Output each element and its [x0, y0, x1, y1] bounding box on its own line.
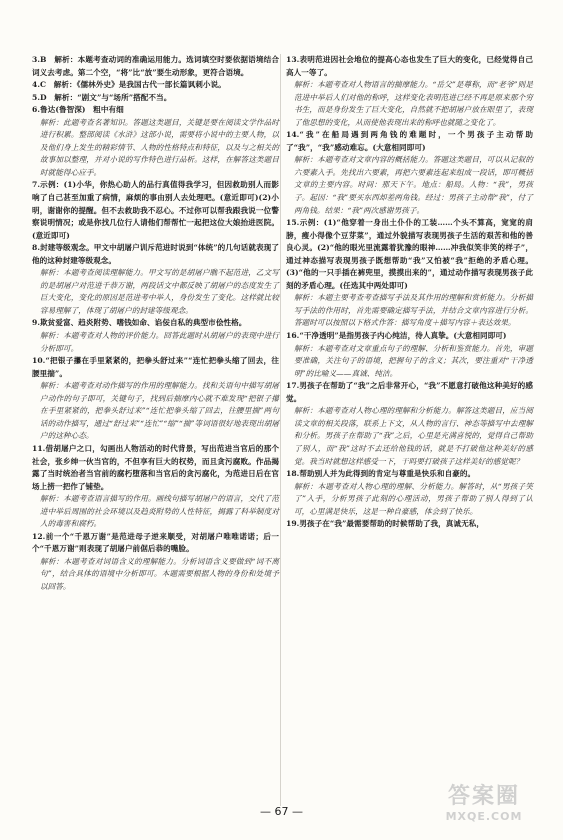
answer-item: 14.“我”在船局遇到两角钱的难题时，一个男孩子主动帮助了“我”，“我”感动难忘。(大意相同即可) — [286, 130, 533, 152]
answer-item: 11.借胡屠户之口，勾画出人物活动的时代背景，写出范进当官后的那个社会，张乡绅一伙当官的，不但享有巨大的权势，而且贪污腐败。作品揭露了当时统治者当官前的腐朽堕落和当官后的贪污腐化，为范进日后在官场上捞一把作了铺垫。 — [32, 443, 279, 491]
analysis-paragraph: 解析：本题考查阅读理解能力。甲文写的是胡屠户瞧不起范进，乙文写的是胡屠户对范进千恭万谢，两段话文中都反映了胡屠户的态度发生了巨大变化，变化的原因是范进考中举人，身份发生了变化。这样就比较容易理解了，体现了胡屠户的封建等级观念。 — [40, 268, 279, 315]
answer-item: 15.示例：(1)“他穿着一身出土仆仆的工装……个头不算高，宽宽的肩膀，瘦小得像个豆芽菜”，通过外貌描写表现男孩子生活的艰苦和他的善良心灵。(2)“他的眼光里流露着犹豫的眼神……冲我似笑非笑的样子”，通过神态描写表现男孩子既想帮助“我”又怕被“我”拒绝的矛盾心理。(3)“他的一只手插在裤兜里，摸摸出来的”，通过动作描写表现男孩子此刻的矛盾心理。(任选其中两处即可) — [286, 218, 533, 290]
page-number: — 67 — — [260, 805, 303, 818]
analysis-paragraph: 解析：本题考查对人物的评价能力。回答此题时从胡屠户的表现中进行分析即可。 — [40, 331, 279, 353]
answer-item: 7.示例：(1)小华，你热心助人的品行真值得我学习，但因救助别人而影响了自己甚至加重了病情，麻烦的事由别人去处理吧。(意近即可)(2)小明，谢谢你的提醒。但不去救助我不忍心。不过你可以帮我跟我说一位警察说明情况；或是你找几位行人请他们帮帮忙一起把这位大娘抬进医院。(意近即可) — [32, 180, 279, 240]
answer-item: 10.“把银子攥在手里紧紧的，把拳头舒过来”“连忙把拳头缩了回去，往腰里揣”。 — [32, 356, 279, 378]
watermark-logo: 答案圈 MXQE.COM — [445, 784, 523, 823]
analysis-paragraph: 解析：本题主要考查考查描写手法及其作用的理解和赏析能力。分析描写手法的作用时，首先需要确定描写手法，并结合文章内容进行分析。答题时可以按照以下格式作答：描写角度＋描写内容＋表达效果。 — [294, 293, 533, 328]
left-column — [32, 54, 279, 594]
analysis-paragraph: 解析：此题考查名著知识。答题这类题目，关键是要在阅读文学作品时进行积累。整部阅读《水浒》这部小说，需要将小说中的主要人物，以及他们身上发生的精彩情节、人物的性格特点和特征，以及与之相关的故事加以整理，并对小说的写作特色进行品析。这样，在解答这类题目时就能得心应手。 — [40, 117, 279, 177]
analysis-paragraph: 解析：本题考查对动作描写的作用的理解能力。找和关语句中描写胡屠户动作的句子即可，关键句子，找到后揣摩内心就不难发现“把银子攥在手里紧紧的，把拳头舒过来”“连忙把拳头缩了回去，往腰里揣”两句话的动作描写，通过“舒过来”“连忙”“缩”“揣”等词语很好地表现出胡屠户的这种心态。 — [40, 381, 279, 441]
analysis-paragraph: 解析：本题考查对人物语言的揣摩能力。“岳父”是尊称，而“老爷”则是范进中举后人们对他的称呼，这样变化表明范进已经不再是原来那个穷书生，而是身份发生了巨大变化，自然就不把胡屠户放在眼里了，表现了他思想的变化，从而使他表现出来的称呼也就随之变化了。 — [294, 80, 533, 127]
answer-item: 3.B 解析：本题考查动词的准确运用能力。选词填空时要依据语境结合词义去考虑。第二个空，“将”比“放”要生动形象，更符合语境。 — [32, 55, 279, 77]
analysis-paragraph: 解析：本题考查语言描写的作用。画线句描写胡屠户的语言，交代了范进中举后周围的社会环境以及趋炎附势的人性特征，揭露了科举制度对人的毒害和腐朽。 — [40, 494, 279, 529]
analysis-paragraph: 解析：本题考查对词语含义的理解能力。分析词语含义要做到“词不离句”，结合具体的语境中分析即可。本题需要根据人物的身份和处境予以回答。 — [40, 556, 279, 591]
answer-item: 16.“干净透明”是指男孩子内心纯洁，待人真挚。(大意相同即可) — [286, 331, 507, 341]
right-column — [286, 54, 533, 531]
answer-item: 6.鲁达(鲁智深) 粗中有细 — [32, 105, 124, 115]
column-divider — [280, 54, 281, 806]
answer-item: 9.欺贫爱富、趋炎附势、嗜钱如命、谄佞自私的典型市侩性格。 — [32, 318, 247, 328]
answer-item: 18.帮助别人并为此得到的肯定与尊重是快乐和自豪的。 — [286, 469, 476, 479]
analysis-paragraph: 解析：本题考查对人物心理的理解和分析能力。解答这类题目，应当阅读文章的相关段落，联系上下文，从人物的言行、神态等描写中去理解和分析。男孩子在帮助了“我”之后，心里是充满喜悦的，觉得自己帮助了别人，而“我”这时不去还给他钱的话，就是不打破他这种美好的感觉。我当时就想这样感受一下，干吗要打破孩子这样美好的感觉呢？ — [294, 406, 533, 466]
answer-item: 17.男孩子在帮助了“我”之后非常开心，“我”不愿意打破他这种美好的感觉。 — [286, 381, 533, 403]
answer-item: 13.表明范进因社会地位的提高心态也发生了巨大的变化，已经觉得自己高人一等了。 — [286, 55, 533, 77]
analysis-paragraph: 解析：本题考查对人物心理的理解、分析能力。解答时，从“男孩子笑了”入手，分析男孩子此刻的心理活动，男孩子帮助了别人得到了认可，心里满是快乐，这是一种自豪感，体会到了快乐。 — [294, 481, 533, 516]
answer-item: 19.男孩子在“我”最需要帮助的时候帮助了我，真诚无私， — [286, 519, 485, 529]
analysis-paragraph: 解析：本题考查对文章重点句子的理解、分析和鉴赏能力。首先，审题要准确，关注句子的语境，把握句子的含义；其次，要注重对“干净透明”的比喻义——真诚、纯洁。 — [294, 343, 533, 378]
answer-item: 8.封建等级观念。甲文中胡屠户训斥范进时说到“体统”的几句话就表现了他的这种封建等级观念。 — [32, 243, 279, 265]
analysis-paragraph: 解析：本题考查对文章内容的概括能力。答题这类题目，可以从记叙的六要素入手。先找出六要素，再把六要素连起来组成一段话，即可概括文章的主要内容。时间：那天下午。地点：船局。人物：“我”，男孩子。起因：“我”要买东西却差两角钱。经过：男孩子主动帮“我”，付了两角钱。结果：“我”两次感谢男孩子。 — [294, 155, 533, 215]
answer-item: 12.前一个“千恩万谢”是范进母子逆来顺受，对胡屠户唯唯诺诺；后一个“千恩万谢”则表现了胡屠户前倨后恭的嘴脸。 — [32, 531, 279, 554]
answer-item: 4.C 解析：《儒林外史》是我国古代一部长篇讽刺小说。 — [32, 80, 226, 90]
answer-item: 5.D 解析：“剧文”与“场所”搭配不当。 — [32, 92, 172, 102]
